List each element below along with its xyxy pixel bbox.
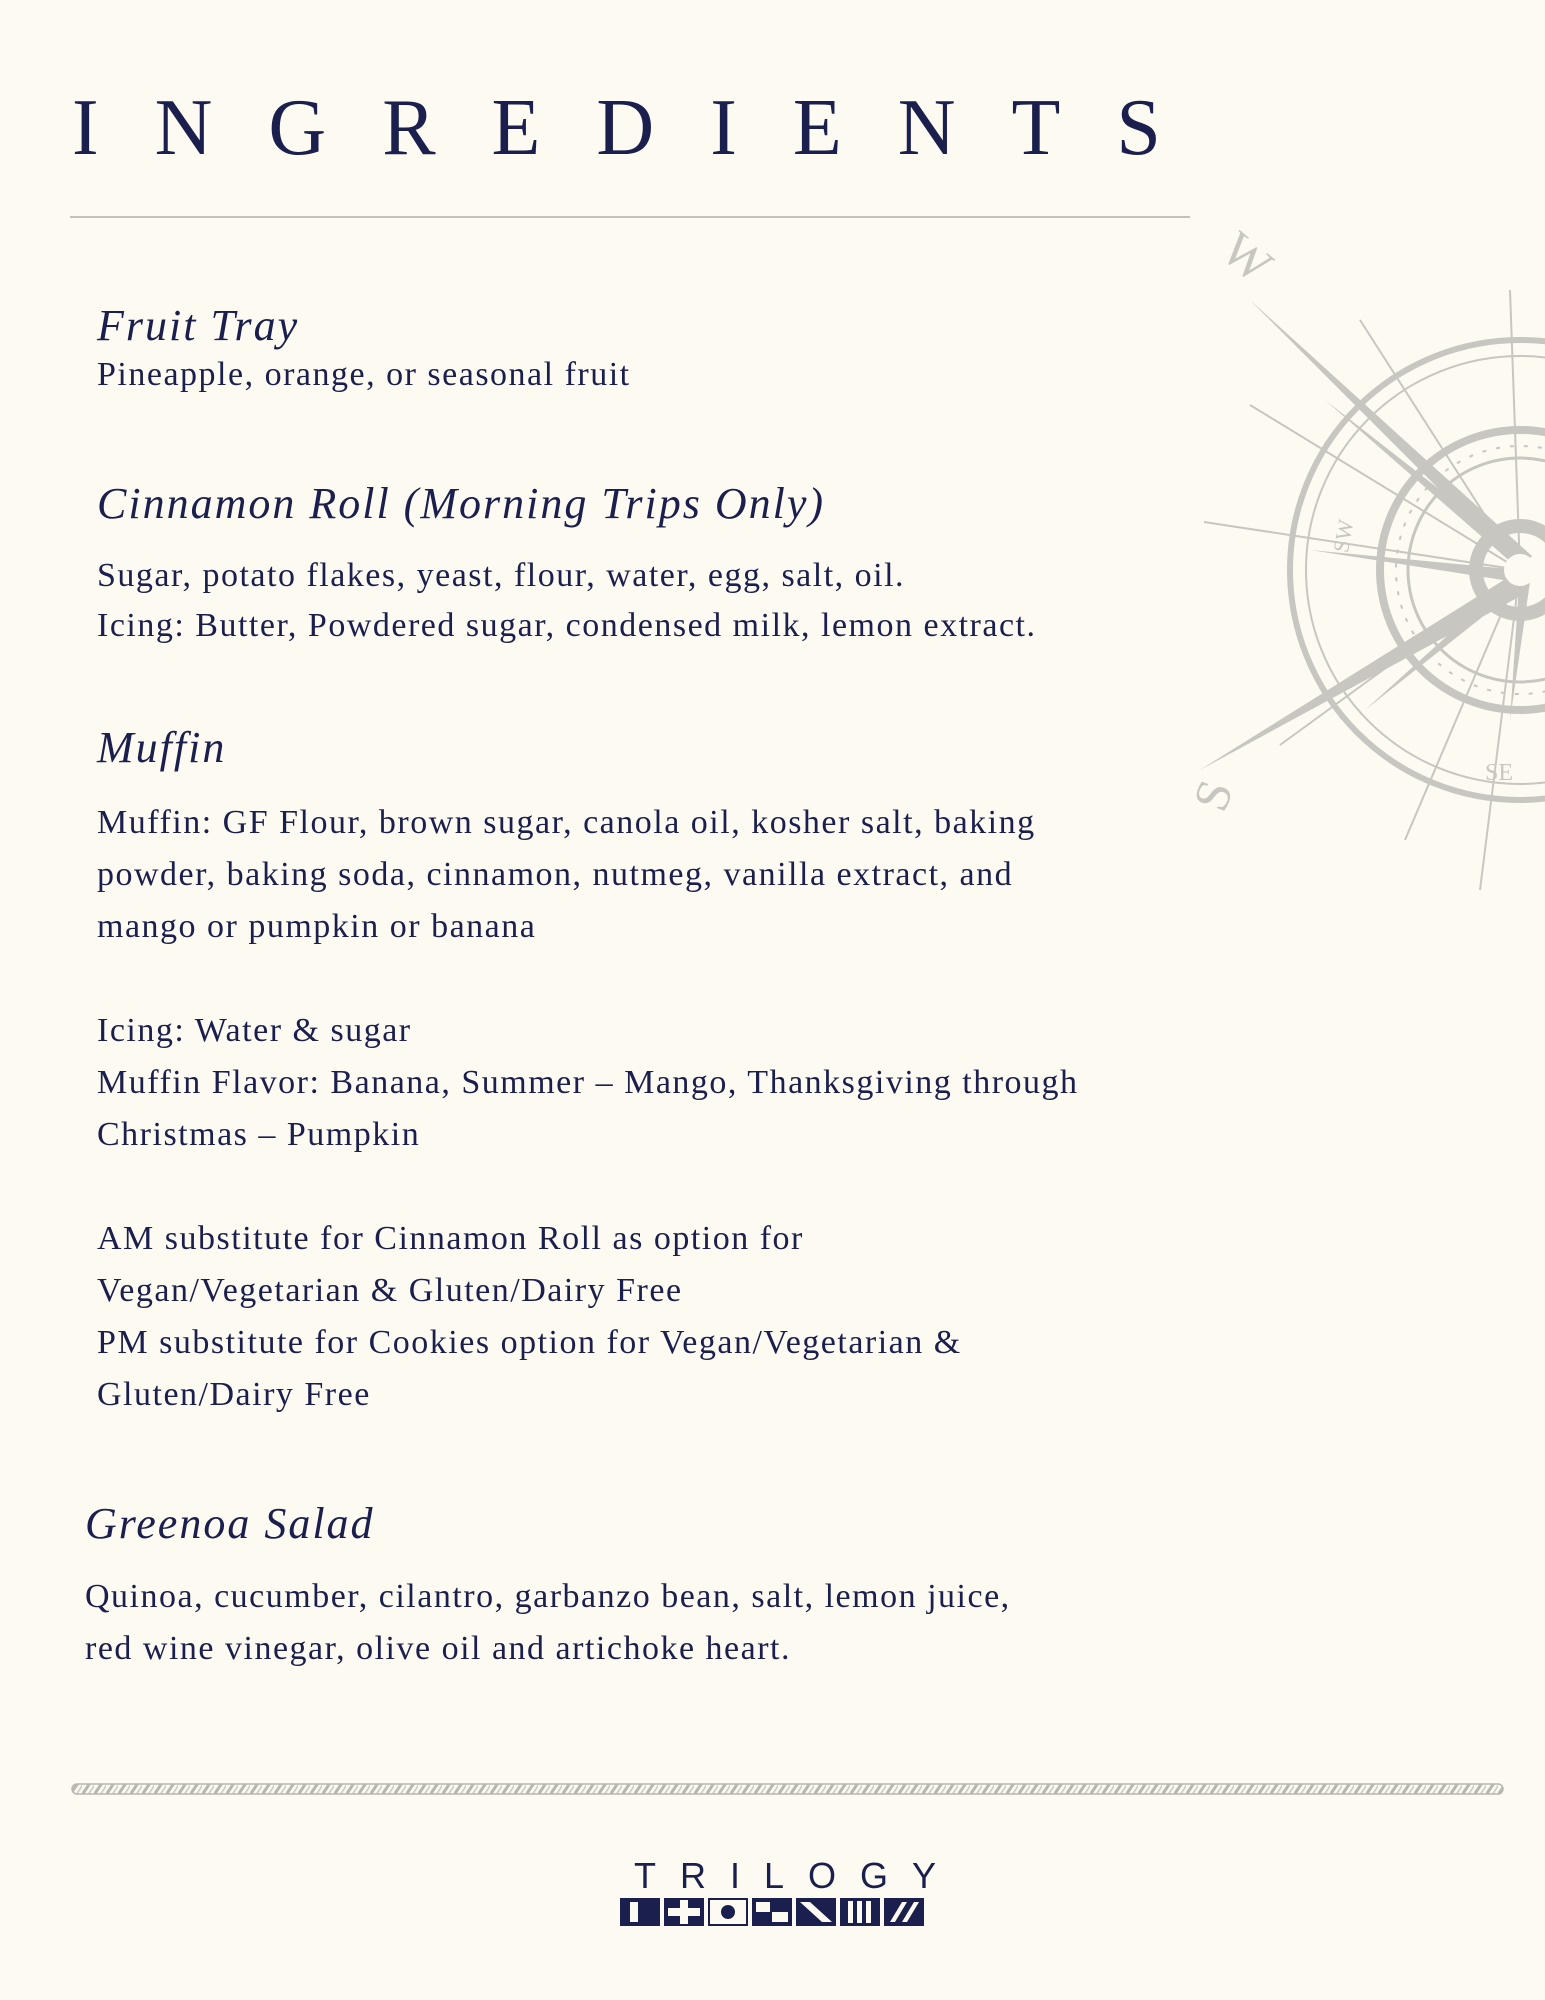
- ingredient-line: PM substitute for Cookies option for Vegan/Vegetarian &: [97, 1323, 962, 1361]
- muffin-ingredients: [97, 797, 1137, 953]
- section-greenoa-salad: [85, 1498, 1125, 1675]
- section-fruit-tray: [97, 300, 1137, 397]
- ingredient-line: Christmas – Pumpkin: [97, 1115, 421, 1153]
- ingredient-line: Gluten/Dairy Free: [97, 1375, 371, 1413]
- flag-icon: [840, 1898, 880, 1926]
- compass-rose-icon: [1181, 220, 1545, 930]
- section-heading: Cinnamon Roll (Morning Trips Only): [97, 479, 826, 528]
- ingredient-line: AM substitute for Cinnamon Roll as option for: [97, 1219, 804, 1257]
- rope-divider: [70, 1782, 1505, 1796]
- section-muffin: [97, 722, 1137, 1421]
- section-heading: Greenoa Salad: [85, 1499, 375, 1548]
- ingredient-line: Pineapple, orange, or seasonal fruit: [97, 355, 631, 393]
- section-heading: Fruit Tray: [97, 301, 300, 350]
- ingredient-line: Muffin: GF Flour, brown sugar, canola oil, kosher salt, baking: [97, 803, 1036, 841]
- compass-label-se: SE: [1485, 760, 1514, 786]
- signal-flags-icon: [620, 1898, 925, 1926]
- page-title: INGREDIENTS: [72, 84, 1217, 172]
- ingredient-line: Sugar, potato flakes, yeast, flour, water, egg, salt, oil.: [97, 556, 906, 594]
- muffin-icing-flavor: [97, 1005, 1137, 1161]
- ingredient-line: Muffin Flavor: Banana, Summer – Mango, Thanksgiving through: [97, 1063, 1079, 1101]
- section-heading: Muffin: [97, 723, 227, 772]
- compass-label-sw: SW: [1328, 517, 1359, 555]
- ingredient-line: Quinoa, cucumber, cilantro, garbanzo bean, salt, lemon juice,: [85, 1577, 1011, 1615]
- compass-label-s: S: [1181, 772, 1244, 818]
- ingredient-line: Icing: Water & sugar: [97, 1011, 412, 1049]
- title-divider: [70, 216, 1190, 218]
- flag-icon: [884, 1898, 924, 1926]
- flag-icon: [796, 1898, 836, 1926]
- ingredient-line: Icing: Butter, Powdered sugar, condensed milk, lemon extract.: [97, 606, 1037, 644]
- muffin-substitutes: [97, 1213, 1137, 1421]
- ingredient-line: powder, baking soda, cinnamon, nutmeg, vanilla extract, and: [97, 855, 1014, 893]
- flag-icon: [708, 1898, 748, 1926]
- section-cinnamon-roll: [97, 478, 1137, 651]
- trilogy-logo: [620, 1855, 961, 1926]
- flag-icon: [664, 1898, 704, 1926]
- flag-icon: [620, 1898, 660, 1926]
- ingredient-line: mango or pumpkin or banana: [97, 907, 537, 945]
- ingredient-line: Vegan/Vegetarian & Gluten/Dairy Free: [97, 1271, 683, 1309]
- compass-label-w: W: [1211, 220, 1284, 294]
- ingredient-line: red wine vinegar, olive oil and artichoke heart.: [85, 1629, 791, 1667]
- flag-icon: [752, 1898, 792, 1926]
- logo-wordmark: TRILOGY: [634, 1855, 961, 1896]
